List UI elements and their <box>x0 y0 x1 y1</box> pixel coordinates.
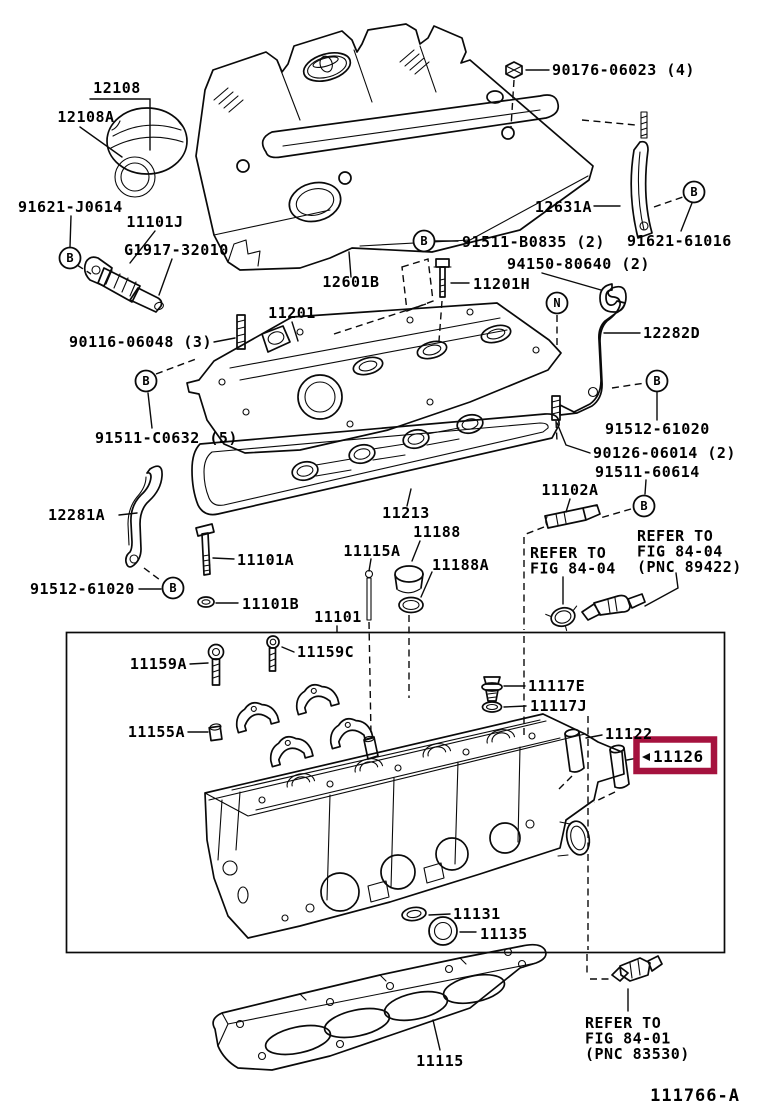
part-label-11201H[interactable]: 11201H <box>473 275 531 293</box>
part-label-90176-06023-4[interactable]: 90176-06023 (4) <box>552 61 695 79</box>
svg-text:B: B <box>66 251 74 266</box>
part-label-11135[interactable]: 11135 <box>480 925 528 943</box>
head-gasket-drawing <box>213 945 546 1070</box>
part-label-90126-06014-2[interactable]: 90126-06014 (2) <box>593 444 736 462</box>
sensor-83530-drawing <box>612 956 662 981</box>
part-label-11213[interactable]: 11213 <box>382 504 430 522</box>
part-label-11188A[interactable]: 11188A <box>432 556 490 574</box>
cover-nut-drawing <box>506 62 522 78</box>
svg-text:N: N <box>553 296 561 311</box>
part-label-91512-61020[interactable]: 91512-61020 <box>605 420 710 438</box>
part-label-91621-J0614[interactable]: 91621-J0614 <box>18 198 123 216</box>
part-label-11115[interactable]: 11115 <box>416 1052 464 1070</box>
part-label-91511-C0632-5[interactable]: 91511-C0632 (5) <box>95 429 238 447</box>
part-label-12631A[interactable]: 12631A <box>534 198 592 216</box>
head-assembly-box <box>67 633 725 953</box>
highlighted-part-callout[interactable] <box>627 740 714 772</box>
part-label-11155A[interactable]: 11155A <box>127 723 185 741</box>
svg-text:B: B <box>690 185 698 200</box>
svg-text:B: B <box>142 374 150 389</box>
refer-note-1: REFER TO FIG 84-04 <box>530 544 616 578</box>
part-label-91621-61016[interactable]: 91621-61016 <box>627 232 732 250</box>
refer-note-3: REFER TO FIG 84-01 (PNC 83530) <box>585 1014 690 1063</box>
bracket-12631a-drawing <box>631 112 652 238</box>
part-label-91511-60614[interactable]: 91511-60614 <box>595 463 700 481</box>
part-label-G1917-32010[interactable]: G1917-32010 <box>124 241 229 259</box>
part-label-12108[interactable]: 12108 <box>93 79 141 97</box>
part-label-11117E[interactable]: 11117E <box>528 677 586 695</box>
part-label-11115A[interactable]: 11115A <box>343 542 401 560</box>
part-label-91511-B0835-2[interactable]: 91511-B0835 (2) <box>462 233 605 251</box>
part-label-11101A[interactable]: 11101A <box>237 551 295 569</box>
valve-cover-drawing <box>187 303 561 453</box>
hook-12281a-drawing <box>126 466 162 567</box>
refer-note-2: REFER TO FIG 84-04 (PNC 89422) <box>637 527 742 576</box>
part-label-11101B[interactable]: 11101B <box>242 595 300 613</box>
oil-cap-drawing <box>107 108 187 197</box>
part-label-11159A[interactable]: 11159A <box>129 655 187 673</box>
marker-circle-B <box>414 231 435 252</box>
marker-circle-B <box>60 248 81 269</box>
cover-gasket-drawing <box>192 412 559 514</box>
part-label-11101J[interactable]: 11101J <box>126 213 184 231</box>
part-label-12282D[interactable]: 12282D <box>643 324 701 342</box>
part-label-11188[interactable]: 11188 <box>413 523 461 541</box>
part-label-94150-80640-2[interactable]: 94150-80640 (2) <box>507 255 650 273</box>
part-label-11201[interactable]: 11201 <box>268 304 316 322</box>
marker-circle-B <box>136 371 157 392</box>
plug-11117-drawing <box>482 677 502 712</box>
part-labels-layer <box>18 61 736 1070</box>
marker-circle-N <box>547 293 568 314</box>
sensor-11102a-drawing <box>545 505 600 528</box>
part-label-11102A[interactable]: 11102A <box>541 481 599 499</box>
marker-circle-B <box>647 371 668 392</box>
part-label-11117J[interactable]: 11117J <box>530 697 588 715</box>
part-label-11101[interactable]: 11101 <box>314 608 362 626</box>
part-label-11159C[interactable]: 11159C <box>297 643 355 661</box>
seal-drawings <box>401 906 457 945</box>
highlight-part-number[interactable]: 11126 <box>653 747 704 766</box>
oil-control-valve-drawing <box>85 257 165 312</box>
head-bolt-drawing <box>196 524 214 607</box>
bracket-12282d-drawing <box>560 287 626 415</box>
svg-text:B: B <box>653 374 661 389</box>
part-label-11122[interactable]: 11122 <box>605 725 653 743</box>
svg-text:B: B <box>420 234 428 249</box>
part-label-90116-06048-3[interactable]: 90116-06048 (3) <box>69 333 212 351</box>
marker-circle-B <box>163 578 184 599</box>
svg-text:B: B <box>169 581 177 596</box>
part-label-11131[interactable]: 11131 <box>453 905 501 923</box>
figure-code: 111766-A <box>650 1086 740 1106</box>
stud-11115a-drawing <box>366 571 373 621</box>
marker-circle-B <box>634 496 655 517</box>
refer-84-04-parts-drawing <box>545 594 645 635</box>
part-label-12108A[interactable]: 12108A <box>57 108 115 126</box>
toyota-logo <box>300 48 353 86</box>
plug-11188-drawing <box>395 566 423 613</box>
part-label-12601B[interactable]: 12601B <box>322 273 380 291</box>
part-label-12281A[interactable]: 12281A <box>48 506 106 524</box>
cylinder-head-drawing <box>205 714 624 938</box>
marker-circle-B <box>684 182 705 203</box>
part-label-91512-61020[interactable]: 91512-61020 <box>30 580 135 598</box>
cover-bolt-drawing <box>434 259 451 297</box>
svg-text:B: B <box>640 499 648 514</box>
